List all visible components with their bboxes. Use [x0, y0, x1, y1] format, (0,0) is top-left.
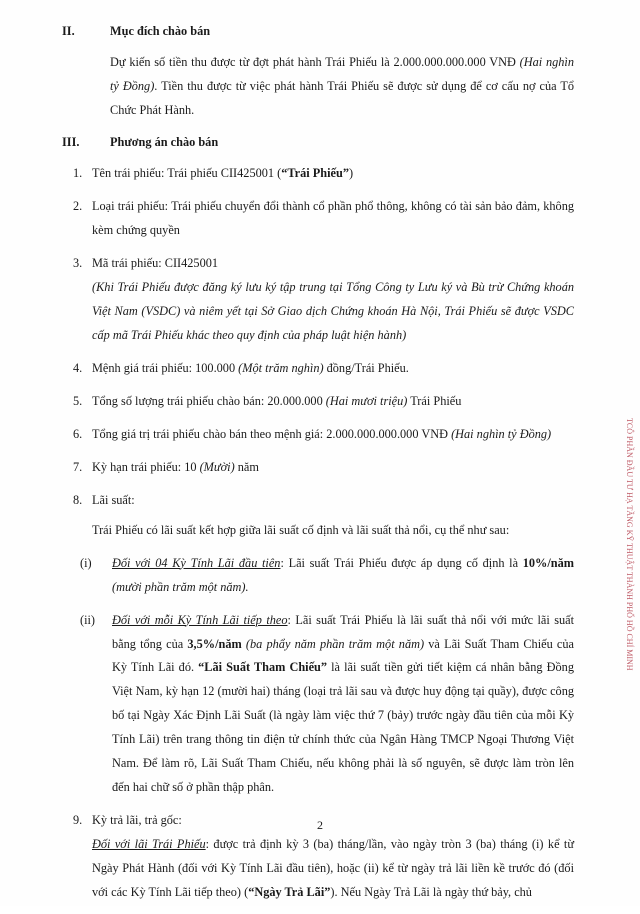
- list-item-body: [92, 252, 574, 348]
- item5-text-before: Tổng số lượng trái phiếu chào bán: 20.000.000: [92, 393, 326, 408]
- list-item-body: [92, 162, 574, 186]
- item5-italic: (Hai mươi triệu): [325, 393, 408, 408]
- section-title-iii: Phương án chào bán: [110, 134, 219, 149]
- subitem-ii-text-before: : Lãi suất Trái Phiếu là lãi suất thả nổi với mức lãi suất bằng tổng của: [112, 612, 575, 651]
- item5-text-after: Trái Phiếu: [407, 393, 462, 408]
- list-item: [62, 195, 574, 243]
- subitem-i-lead: Đối với 04 Kỳ Tính Lãi đầu tiên: [112, 555, 281, 570]
- item4-italic: (Một trăm nghìn): [238, 360, 324, 375]
- item9-text: Kỳ trả lãi, trả gốc:: [92, 813, 182, 828]
- item1-text-before: Tên trái phiếu: Trái phiếu CII425001 (: [92, 166, 282, 180]
- sub-list-item-label: (i): [80, 555, 92, 570]
- list-item: [62, 162, 574, 186]
- subitem-ii-text-mid: (ba phẩy năm phần trăm một năm): [241, 636, 425, 651]
- list-item-body: [92, 390, 574, 414]
- sub-list-item: [80, 609, 574, 801]
- list-item: [62, 456, 574, 480]
- list-item-number: 4.: [73, 360, 83, 375]
- item9-note: [92, 833, 574, 905]
- side-stamp: TCÔ PHẦN ĐẦU TƯ HẠ TẦNG KỸ THUẬT THÀNH PHỐ HỒ CHÍ MINH: [625, 418, 634, 671]
- item1-bold-term: “Trái Phiếu”: [281, 166, 349, 180]
- section-heading-ii: [62, 22, 574, 41]
- subitem-i-rate: 10%/năm: [522, 555, 574, 570]
- item7-text-after: năm: [234, 459, 259, 474]
- item1-text-after: ): [348, 166, 354, 180]
- list-item-number: 9.: [73, 813, 83, 828]
- item4-text-before: Mệnh giá trái phiếu: 100.000: [92, 360, 239, 375]
- subitem-ii-text-mid2: và Lãi Suất Tham Chiếu của Kỳ Tính Lãi đó.: [112, 636, 574, 675]
- item3-text: Mã trái phiếu: CII425001: [92, 255, 219, 270]
- sub-list-item-body: [112, 609, 574, 801]
- section-title-ii: Mục đích chào bán: [110, 24, 211, 38]
- section-ii-paragraph: [110, 51, 574, 123]
- item6-italic: (Hai nghìn tỷ Đồng): [451, 426, 552, 441]
- item9-body-1: : được trả định kỳ 3 (ba) tháng/lần, vào ngày tròn 3 (ba) tháng (i) kể từ Ngày Phát Hành (đối với Kỳ Tính Lãi đầu tiên), hoặc (ii) kể từ ngày trả lãi liền kề trước đó (đối với các Kỳ Tính Lãi tiếp theo) (: [92, 837, 574, 900]
- sub-list-item-body: [112, 552, 574, 600]
- item7-italic: (Mười): [199, 459, 235, 474]
- subitem-ii-text-after: là lãi suất tiền gửi tiết kiệm cá nhân bằng Đồng Việt Nam, kỳ hạn 12 (mười hai) tháng (loại trả lãi sau và được huy động tại quầy), được công bố tại Ngày Xác Định Lãi Suất (là ngày làm việc thứ 7 (bảy) trước ngày đầu tiên của mỗi Kỳ Tính Lãi) trên trang thông tin điện tử chính thức của Ngân Hàng TMCP Ngoại Thương Việt Nam. Để làm rõ, Lãi Suất Tham Chiếu, nếu không phải là số nguyên, sẽ được làm tròn lên đến hai chữ số ở phần thập phân.: [112, 660, 574, 795]
- item8-text: Lãi suất:: [92, 492, 135, 507]
- list-item-number: 6.: [73, 426, 83, 441]
- subitem-ii-rate: 3,5%/năm: [187, 636, 242, 651]
- list-item-number: 2.: [73, 198, 83, 213]
- section-numeral-iii: III.: [62, 134, 80, 149]
- sub-list-item-label: (ii): [80, 612, 96, 627]
- list-item: [62, 357, 574, 381]
- item9-term: “Ngày Trả Lãi”: [248, 885, 331, 900]
- list-item-number: 8.: [73, 492, 83, 507]
- list-item: [62, 423, 574, 447]
- paragraph-part-2: . Tiền thu được từ việc phát hành Trái Phiếu sẽ được sử dụng để cơ cấu nợ của Tổ Chức Phát Hành.: [110, 79, 574, 117]
- subitem-i-text-after: (mười phần trăm một năm).: [112, 579, 249, 594]
- list-item-body: [92, 357, 574, 381]
- paragraph-italic-amount: (Hai nghìn tỷ Đồng): [110, 55, 574, 94]
- document-content: [62, 22, 574, 914]
- list-item-number: 1.: [73, 166, 83, 180]
- list-item-body: [92, 456, 574, 480]
- item8-note: Trái Phiếu có lãi suất kết hợp giữa lãi suất cố định và lãi suất thả nổi, cụ thể như sau:: [92, 522, 510, 537]
- item3-note: (Khi Trái Phiếu được đăng ký lưu ký tập trung tại Tổng Công ty Lưu ký và Bù trừ Chứng khoán Việt Nam (VSDC) và niêm yết tại Sở Giao dịch Chứng khoán Hà Nội, Trái Phiếu sẽ được VSDC cấp mã Trái Phiếu khác theo quy định của pháp luật hiện hành): [92, 279, 574, 342]
- item9-body-2: ). Nếu Ngày Trả Lãi là ngày thứ bảy, chủ: [330, 885, 532, 900]
- subitem-ii-lead: Đối với mỗi Kỳ Tính Lãi tiếp theo: [112, 612, 288, 627]
- section-numeral-ii: II.: [62, 24, 75, 38]
- list-item-number: 3.: [73, 255, 83, 270]
- list-item-body: [92, 423, 574, 447]
- paragraph-part-1: Dự kiến số tiền thu được từ đợt phát hành Trái Phiếu là 2.000.000.000.000 VNĐ: [110, 55, 520, 70]
- list-item-body: [92, 489, 574, 543]
- sub-list-item: [80, 552, 574, 600]
- page-number: 2: [317, 818, 323, 832]
- item7-text-before: Kỳ hạn trái phiếu: 10: [92, 459, 200, 474]
- list-item-number: 5.: [73, 393, 83, 408]
- list-item: [62, 489, 574, 543]
- item9-lead: Đối với lãi Trái Phiếu: [92, 837, 206, 852]
- list-item: [62, 252, 574, 348]
- section-heading-iii: [62, 133, 574, 152]
- item4-text-after: đồng/Trái Phiếu.: [323, 360, 409, 375]
- item6-text-before: Tổng giá trị trái phiếu chào bán theo mệnh giá: 2.000.000.000.000 VNĐ: [92, 426, 452, 441]
- list-item: [62, 390, 574, 414]
- subitem-i-text-before: : Lãi suất Trái Phiếu được áp dụng cố định là: [280, 555, 523, 570]
- subitem-ii-term: “Lãi Suất Tham Chiếu”: [198, 660, 328, 675]
- list-item-body: Loại trái phiếu: Trái phiếu chuyển đổi thành cổ phần phổ thông, không có tài sản bảo đảm, không kèm chứng quyền: [92, 198, 574, 237]
- list-item-number: 7.: [73, 459, 83, 474]
